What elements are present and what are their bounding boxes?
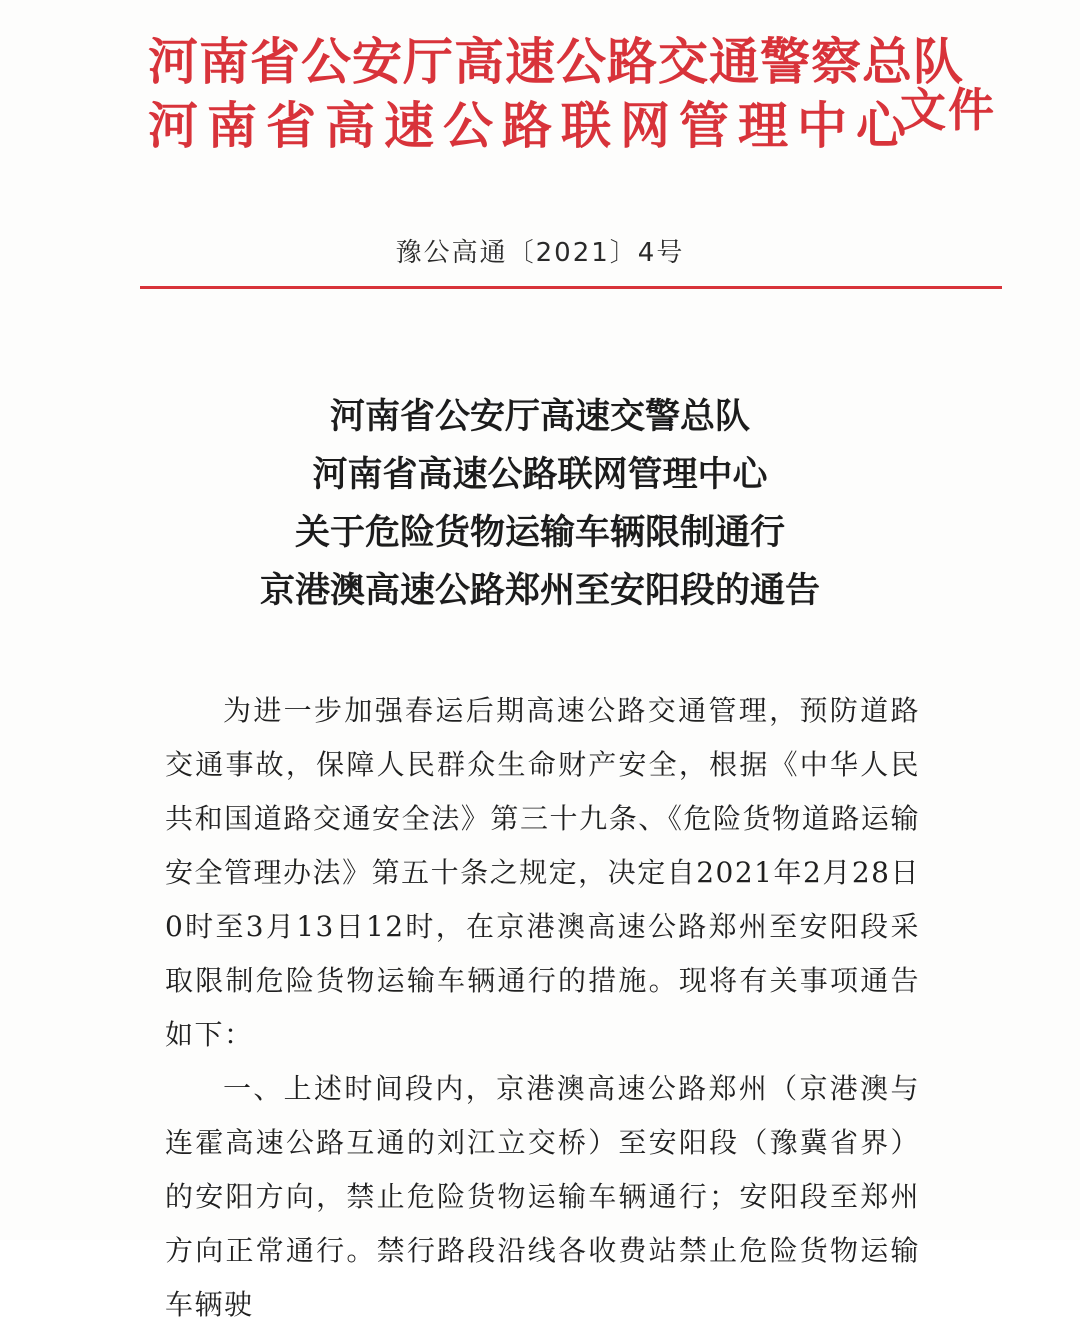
title-line-2: 河南省高速公路联网管理中心 xyxy=(312,455,768,495)
body-paragraph-1: 为进一步加强春运后期高速公路交通管理，预防道路交通事故，保障人民群众生命财产安全，根据《中华人民共和国道路交通安全法》第三十九条、《危险货物道路运输安全管理办法》第五十条之规定，决定自2021年2月28日0时至3月13日12时，在京港澳高速公路郑州至安阳段采取限制危险货物运输车辆通行的措施。现将有关事项通告如下： xyxy=(165,694,920,1051)
title-line-4: 京港澳高速公路郑州至安阳段的通告 xyxy=(259,571,820,611)
header-divider xyxy=(140,286,1002,289)
title-line-3: 关于危险货物运输车辆限制通行 xyxy=(294,513,785,553)
title-line-1: 河南省公安厅高速交警总队 xyxy=(329,397,750,437)
body-paragraph-2: 一、上述时间段内，京港澳高速公路郑州（京港澳与连霍高速公路互通的刘江立交桥）至安阳段（豫冀省界）的安阳方向，禁止危险货物运输车辆通行；安阳段至郑州方向正常通行。禁行路段沿线各收费站禁止危险货物运输车辆驶 xyxy=(165,1072,920,1321)
document-type-label: 文件 xyxy=(900,83,996,137)
notice-title xyxy=(0,388,1080,620)
notice-body xyxy=(165,684,920,1332)
issuer-line-1: 河南省公安厅高速公路交通警察总队 xyxy=(148,32,964,91)
document-number: 豫公高通〔2021〕4号 xyxy=(395,238,685,268)
issuer-line-2: 河南省高速公路联网管理中心 xyxy=(148,96,915,155)
